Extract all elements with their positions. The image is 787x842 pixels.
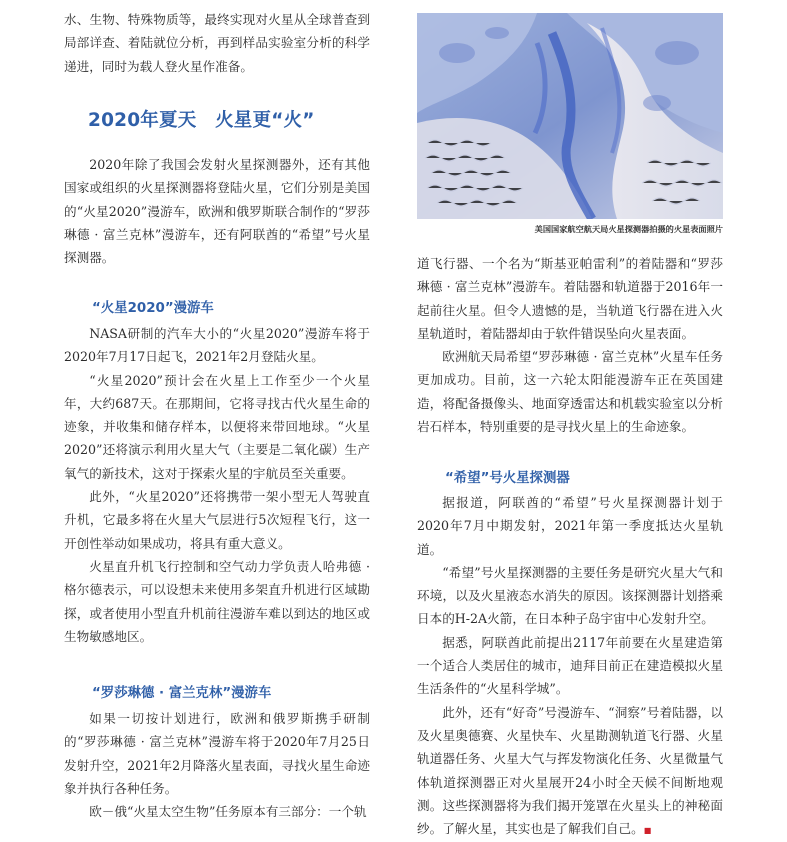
mars2020-body <box>64 322 370 648</box>
subheading-mars2020: “火星2020”漫游车 <box>92 301 214 316</box>
paragraph: 此外，“火星2020”还将携带一架小型无人驾驶直升机，它最多将在火星大气层进行5次短程飞行，这一开创性举动如果成功，将具有重大意义。 <box>64 489 370 551</box>
paragraph-text: 此外，还有“好奇”号漫游车、“洞察”号着陆器，以及火星奥德赛、火星快车、火星勘测轨道飞行器、火星轨道器任务、火星大气与挥发物演化任务、火星微量气体轨道探测器正对火星展开24小时全天候不间断地观测。这些探测器将为我们揭开笼罩在火星头上的神秘面纱。了解火星，其实也是了解我们自己。 <box>417 704 723 837</box>
subheading-hope: “希望”号火星探测器 <box>445 471 570 486</box>
intro-continuation: 水、生物、特殊物质等，最终实现对火星从全球普查到局部详查、着陆就位分析，再到样品实验室分析的科学递进，同时为载人登火星作准备。 <box>64 12 370 74</box>
right-body-top <box>417 252 723 438</box>
paragraph: 据报道，阿联酋的“希望”号火星探测器计划于2020年7月中期发射，2021年第一季度抵达火星轨道。 <box>417 495 723 557</box>
section-title: 2020年夏天 火星更“火” <box>88 110 315 131</box>
paragraph: 道飞行器、一个名为“斯基亚帕雷利”的着陆器和“罗莎琳德 · 富兰克林”漫游车。着陆器和轨道器于2016年一起前往火星。但令人遗憾的是，当轨道飞行器在进入火星轨道时，着陆器却由于软件错误坠向火星表面。 <box>417 256 723 341</box>
paragraph: NASA研制的汽车大小的“火星2020”漫游车将于2020年7月17日起飞，2021年2月登陆火星。 <box>64 326 370 365</box>
hope-body <box>417 491 723 842</box>
paragraph: 欧洲航天局希望“罗莎琳德 · 富兰克林”火星车任务更加成功。目前，这一六轮太阳能漫游车正在英国建造，将配备摄像头、地面穿透雷达和机载实验室以分析岩石样本，特别重要的是寻找火星上的生命迹象。 <box>417 349 723 435</box>
paragraph: “火星2020”预计会在火星上工作至少一个火星年，大约687天。在那期间，它将寻找古代火星生命的迹象，并收集和储存样本，以便将来带回地球。“火星2020”还将演示利用火星大气（主要是二氧化碳）生产氧气的新技术，这对于探索火星的宇航员至关重要。 <box>64 372 370 481</box>
paragraph: 2020年除了我国会发射火星探测器外，还有其他国家或组织的火星探测器将登陆火星，它们分别是美国的“火星2020”漫游车，欧洲和俄罗斯联合制作的“罗莎琳德 · 富兰克林”漫游车，还有阿联酋的“希望”号火星探测器。 <box>64 157 370 266</box>
paragraph: 火星直升机飞行控制和空气动力学负责人哈弗德 · 格尔德表示，可以设想未来使用多架直升机进行区域勘探，或者使用小型直升机前往漫游车难以到达的地区或生物敏感地区。 <box>64 558 370 644</box>
paragraph <box>417 701 723 842</box>
subheading-rosalind: “罗莎琳德 · 富兰克林”漫游车 <box>92 686 272 701</box>
mars-terrain-image <box>417 13 723 219</box>
photo-caption: 美国国家航空航天局火星探测器拍摄的火星表面照片 <box>534 224 723 234</box>
mars-surface-photo <box>417 13 723 219</box>
paragraph: 如果一切按计划进行，欧洲和俄罗斯携手研制的“罗莎琳德 · 富兰克林”漫游车将于2020年7月25日发射升空，2021年2月降落火星表面，寻找火星生命迹象并执行各种任务。 <box>64 711 370 796</box>
paragraph: 欧－俄“火星太空生物”任务原本有三部分：一个轨 <box>89 804 367 820</box>
paragraph: 据悉，阿联酋此前提出2117年前要在火星建造第一个适合人类居住的城市，迪拜目前正在建造模拟火星生活条件的“火星科学城”。 <box>417 634 723 697</box>
end-mark-icon: ■ <box>643 826 652 836</box>
paragraph: “希望”号火星探测器的主要任务是研究火星大气和环境，以及火星液态水消失的原因。该探测器计划搭乘日本的H-2A火箭，在日本种子岛宇宙中心发射升空。 <box>417 564 723 627</box>
rosalind-body <box>64 707 370 823</box>
